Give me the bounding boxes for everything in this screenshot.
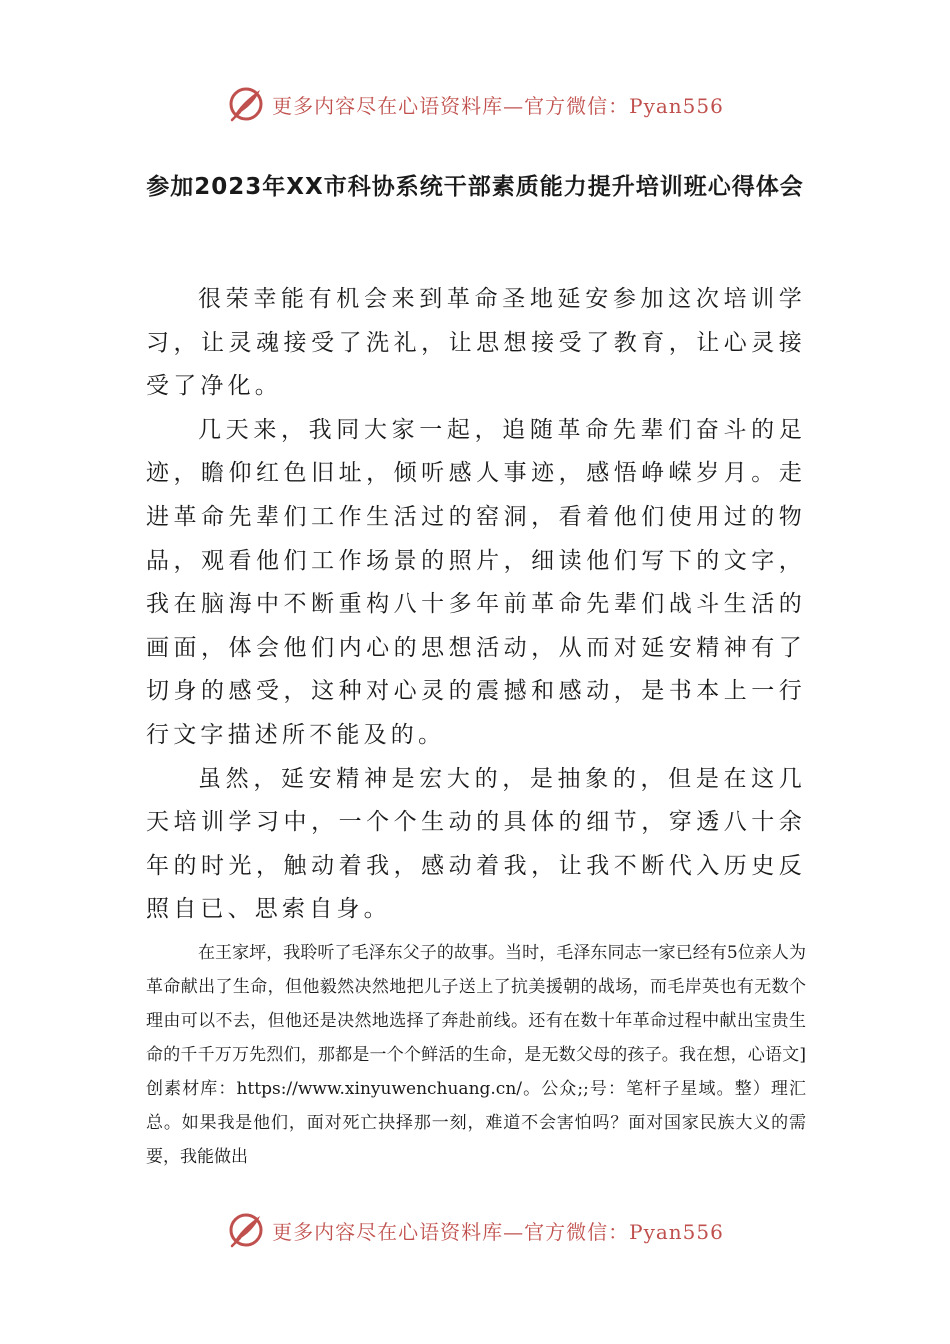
document-body-main: [146, 278, 806, 932]
paragraph: 很荣幸能有机会来到革命圣地延安参加这次培训学习，让灵魂接受了洗礼，让思想接受了教育，让心灵接受了净化。: [146, 286, 806, 400]
document-body-continued: [146, 936, 806, 1174]
paragraph: 虽然，延安精神是宏大的，是抽象的，但是在这几天培训学习中，一个个生动的具体的细节，穿透八十余年的时光，触动着我，感动着我，让我不断代入历史反照自已、思索自身。: [146, 765, 806, 923]
quill-pen-logo-icon: [226, 1210, 266, 1250]
paragraph: 几天来，我同大家一起，追随革命先辈们奋斗的足迹，瞻仰红色旧址，倾听感人事迹，感悟峥嵘岁月。走进革命先辈们工作生活过的窑洞，看着他们使用过的物品，观看他们工作场景的照片，细读他们写下的文字，我在脑海中不断重构八十多年前革命先辈们战斗生活的画面，体会他们内心的思想活动，从而对延安精神有了切身的感受，这种对心灵的震撼和感动，是书本上一行行文字描述所不能及的。: [146, 416, 806, 748]
document-title: 参加2023年XX市科协系统干部素质能力提升培训班心得体会: [146, 174, 804, 200]
watermark-text: 更多内容尽在心语资料库—官方微信：Pyan556: [272, 1219, 724, 1244]
header-watermark-banner: [0, 82, 950, 126]
paragraph: 在王家坪，我聆听了毛泽东父子的故事。当时，毛泽东同志一家已经有5位亲人为革命献出了生命，但他毅然决然地把儿子送上了抗美援朝的战场，而毛岸英也有无数个理由可以不去，但他还是决然地选择了奔赴前线。还有在数十年革命过程中献出宝贵生命的千千万万先烈们，那都是一个个鲜活的生命，是无数父母的孩子。我在想，心语文]创素材库：https://www.xinyuwenchuang.cn/。公众;;号：笔杆子星域。整）理汇总。如果我是他们，面对死亡抉择那一刻，难道不会害怕吗？面对国家民族大义的需要，我能做出: [146, 943, 806, 1167]
footer-watermark-banner: [0, 1208, 950, 1252]
watermark-text: 更多内容尽在心语资料库—官方微信：Pyan556: [272, 93, 724, 118]
quill-pen-logo-icon: [226, 84, 266, 124]
